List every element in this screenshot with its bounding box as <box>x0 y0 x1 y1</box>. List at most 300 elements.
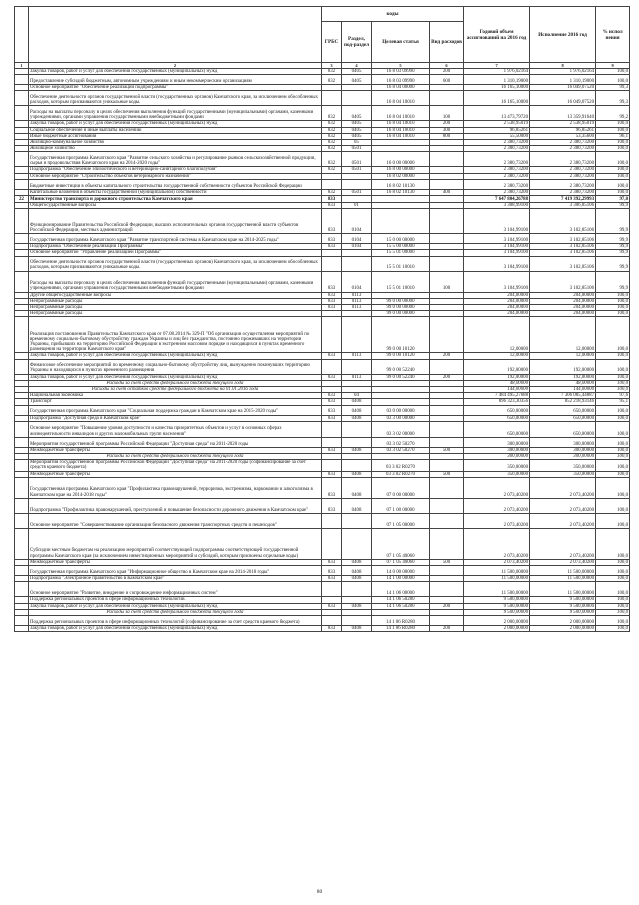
row-percent: 100,0 <box>596 625 630 631</box>
row-grbs-code <box>322 256 342 271</box>
row-execution: 2 380,73200 <box>530 140 596 146</box>
header-percent: % испол нения <box>596 7 630 63</box>
row-name: Основное мероприятие "Обеспечение реализации подпрограммы" <box>29 85 322 91</box>
row-name: Мероприятия государственной программы Российской Федерации "Доступная среда" на 2011-2020 годы <box>29 437 322 447</box>
row-percent: 100,0 <box>596 615 630 625</box>
row-execution: 2 380,73200 <box>530 189 596 195</box>
row-target-article: 16 8 02 00000 <box>372 173 430 179</box>
col-number: 2 <box>29 63 322 69</box>
row-target-article: 16 8 04 10010 <box>372 127 430 133</box>
row-grbs-code: 832 <box>322 75 342 85</box>
row-expense-type <box>430 513 464 528</box>
row-annual-volume: 650,00000 <box>464 405 530 415</box>
row-execution: 9 500,00000 <box>530 597 596 603</box>
row-execution: 650,00000 <box>530 415 596 421</box>
row-percent: 99,9 <box>596 209 630 234</box>
row-annual-volume: 1 310,19000 <box>464 75 530 85</box>
row-name: Мероприятия государственной программы Российской Федерации "Доступная среда" на 2011-2020 годы (софинансирование за счет средств краевого бюджета) <box>29 460 322 471</box>
row-name: Межбюджетные трансферты <box>29 559 322 565</box>
row-number <box>15 106 29 121</box>
header-blank-cell <box>15 7 29 63</box>
row-grbs-code: 833 <box>322 298 342 304</box>
row-percent: 100,0 <box>596 559 630 565</box>
row-number: 22 <box>15 196 29 203</box>
row-annual-volume: 650,00000 <box>464 415 530 421</box>
row-percent: 100,0 <box>596 359 630 374</box>
row-name: Основное мероприятие "Совершенствование организации безопасного движения транспортных средств и пешеходов" <box>29 513 322 528</box>
row-number <box>15 582 29 597</box>
row-annual-volume: 16 165,10000 <box>464 85 530 91</box>
row-number <box>15 460 29 471</box>
row-grbs-code: 833 <box>322 559 342 565</box>
row-section-code: 0113 <box>342 305 372 311</box>
col-number: 3 <box>322 63 342 69</box>
row-number <box>15 75 29 85</box>
row-expense-type <box>430 179 464 189</box>
row-grbs-code: 832 <box>322 127 342 133</box>
row-section-code <box>342 615 372 625</box>
row-target-article: 15 0 00 00000 <box>372 234 430 244</box>
row-name: Подпрограмма "Обеспечение эпизоотического и ветеринарно-санитарного благополучия" <box>29 167 322 173</box>
row-percent: 99,2 <box>596 106 630 121</box>
row-annual-volume: 204,00000 <box>464 298 530 304</box>
row-percent: 100,0 <box>596 498 630 513</box>
row-name: Расходы за счет остатков средств федерального бюджета на 01.01.2016 года <box>29 387 322 393</box>
row-execution: 2 073,40200 <box>530 477 596 498</box>
row-name: Обеспечение деятельности органов государственной власти (государственных органов) Камчатского края, за исключением обособленных расходов, которым присваиваются уникальные коды. <box>29 256 322 271</box>
header-section: Раздел, под-раздел <box>342 22 372 63</box>
row-section-code <box>342 421 372 437</box>
row-section-code: 0501 <box>342 167 372 173</box>
row-grbs-code: 833 <box>322 576 342 582</box>
row-percent: 100,0 <box>596 121 630 127</box>
row-expense-type: 200 <box>430 121 464 127</box>
row-name: Капитальные вложения в объекты государственной (муниципальной) собственности <box>29 189 322 195</box>
row-grbs-code: 832 <box>322 167 342 173</box>
row-execution: 350,00000 <box>530 460 596 471</box>
row-execution: 96,85261 <box>530 127 596 133</box>
row-percent: 96,1 <box>596 133 630 139</box>
row-target-article: 07 1 05 00000 <box>372 513 430 528</box>
table-row <box>15 582 630 597</box>
row-name: Закупка товаров, работ и услуг для обеспечения государственных (муниципальных) нужд <box>29 374 322 380</box>
row-name: Предоставление субсидий бюджетным, автономным учреждениям и иным некоммерческим организациям <box>29 75 322 85</box>
row-section-code: 0408 <box>342 447 372 453</box>
row-section-code: 0405 <box>342 133 372 139</box>
row-expense-type: 200 <box>430 353 464 359</box>
row-name: Бюджетные инвестиции в объекты капитального строительства государственной собственности субъектов Российской Федерации <box>29 179 322 189</box>
row-target-article: 03 3 02 R0270 <box>372 460 430 471</box>
row-section-code: 0104 <box>342 271 372 292</box>
row-number <box>15 405 29 415</box>
row-section-code: 0405 <box>342 75 372 85</box>
row-grbs-code: 833 <box>322 292 342 298</box>
row-grbs-code: 833 <box>322 209 342 234</box>
row-grbs-code <box>322 91 342 106</box>
row-percent: 100,0 <box>596 597 630 603</box>
header-codes-group: коды <box>322 7 464 22</box>
row-grbs-code <box>322 615 342 625</box>
row-name: Общегосударственные вопросы <box>29 203 322 209</box>
row-percent: 100,0 <box>596 566 630 576</box>
row-annual-volume: 2 000,00000 <box>464 615 530 625</box>
table-row <box>15 271 630 292</box>
row-percent: 100,0 <box>596 353 630 359</box>
row-execution: 300,00000 <box>530 437 596 447</box>
row-expense-type <box>430 421 464 437</box>
row-section-code: 0104 <box>342 244 372 250</box>
row-grbs-code: 833 <box>322 498 342 513</box>
row-grbs-code <box>322 359 342 374</box>
row-name: Государственная программа Камчатского края "Развитие транспортной системы в Камчатском крае на 2014-2025 годы" <box>29 234 322 244</box>
row-annual-volume: 13 473,79720 <box>464 106 530 121</box>
row-target-article: 16 8 02 10130 <box>372 189 430 195</box>
row-execution: 16 049,07520 <box>530 85 596 91</box>
row-grbs-code: 833 <box>322 625 342 631</box>
row-execution: 650,00000 <box>530 421 596 437</box>
row-annual-volume: 2 073,40200 <box>464 513 530 528</box>
row-percent: 99,9 <box>596 203 630 209</box>
row-annual-volume: 2 000,00000 <box>464 625 530 631</box>
row-execution: 204,00000 <box>530 298 596 304</box>
row-execution: 1 310,19000 <box>530 75 596 85</box>
row-expense-type <box>430 405 464 415</box>
row-number <box>15 528 29 559</box>
row-name: Подпрограмма "Обеспечение реализации Программы" <box>29 244 322 250</box>
table-row <box>15 75 630 85</box>
row-section-code: 0405 <box>342 106 372 121</box>
row-grbs-code: 832 <box>322 133 342 139</box>
row-grbs-code: 833 <box>322 244 342 250</box>
row-annual-volume: 11 500,00000 <box>464 582 530 597</box>
row-name: Подпрограмма "Электронное правительство в Камчатском крае" <box>29 576 322 582</box>
row-grbs-code: 832 <box>322 106 342 121</box>
row-number <box>15 271 29 292</box>
row-target-article: 14 0 00 00000 <box>372 566 430 576</box>
row-grbs-code: 833 <box>322 393 342 399</box>
row-grbs-code: 833 <box>322 405 342 415</box>
row-percent: 100,0 <box>596 576 630 582</box>
row-number <box>15 625 29 631</box>
row-section-code: 0113 <box>342 292 372 298</box>
row-name: Закупка товаров, работ и услуг для обеспечения государственных (муниципальных) нужд <box>29 603 322 609</box>
row-number <box>15 91 29 106</box>
row-grbs-code: 833 <box>322 603 342 609</box>
row-annual-volume: 2 380,73200 <box>464 140 530 146</box>
row-target-article: 16 8 04 10010 <box>372 106 430 121</box>
col-number: 8 <box>530 63 596 69</box>
row-percent: 100,0 <box>596 471 630 477</box>
row-name: Расходы за счет средств федерального бюджета текущего года <box>29 380 322 386</box>
row-target-article: 16 0 00 00000 <box>372 152 430 167</box>
col-number: 4 <box>342 63 372 69</box>
header-grbs: ГРБС <box>322 22 342 63</box>
row-percent: 100,0 <box>596 317 630 353</box>
row-expense-type <box>430 566 464 576</box>
row-annual-volume: 3 308,99100 <box>464 203 530 209</box>
row-target-article: 14 1 06 R0280 <box>372 615 430 625</box>
row-expense-type: 200 <box>430 69 464 75</box>
budget-table-sheet <box>14 6 629 632</box>
row-expense-type <box>430 477 464 498</box>
row-execution: 204,00000 <box>530 305 596 311</box>
table-row <box>15 209 630 234</box>
table-row <box>15 528 630 559</box>
row-percent: 97,0 <box>596 196 630 203</box>
row-percent: 99,9 <box>596 271 630 292</box>
header-name-cell <box>29 7 322 63</box>
row-expense-type: 500 <box>430 447 464 453</box>
row-section-code: 0104 <box>342 234 372 244</box>
row-number <box>15 234 29 244</box>
row-name: Межбюджетные трансферты <box>29 471 322 477</box>
row-percent: 100,0 <box>596 69 630 75</box>
row-name: Обеспечение деятельности органов государственной власти (государственных органов) Камчатского края, за исключением обособленных расходов, которым присваиваются уникальные коды. <box>29 91 322 106</box>
row-expense-type: 400 <box>430 189 464 195</box>
row-name: Жилищное хозяйство <box>29 146 322 152</box>
row-name: Государственная программа Камчатского края "Профилактика правонарушений, терроризма, экстремизма, наркомании и алкоголизма в Камчатском крае на 2014-2018 годы" <box>29 477 322 498</box>
row-annual-volume: 48,00000 <box>464 380 530 386</box>
row-annual-volume: 896 323,30356 <box>464 399 530 405</box>
row-grbs-code: 833 <box>322 471 342 477</box>
row-name: Закупка товаров, работ и услуг для обеспечения государственных (муниципальных) нужд <box>29 353 322 359</box>
row-section-code: 0408 <box>342 471 372 477</box>
row-percent: 99,9 <box>596 234 630 244</box>
header-annual-volume: Годовой объем ассигнований на 2016 год <box>464 7 530 63</box>
row-annual-volume: 3 104,99100 <box>464 234 530 244</box>
row-section-code: 0408 <box>342 566 372 576</box>
row-name: Субсидии местным бюджетам на реализацию мероприятий соответствующей подпрограммы соответствующей государственной программы Камчатского края (за исключением инвестиционных мероприятий и субсидий, которым присвоены отдельные коды) <box>29 528 322 559</box>
row-annual-volume: 2 538,95019 <box>464 121 530 127</box>
row-name: Основное мероприятие "Развитие, внедрение и сопровождение информационных систем" <box>29 582 322 597</box>
col-number: 7 <box>464 63 530 69</box>
row-section-code: 0405 <box>342 127 372 133</box>
row-annual-volume: 204,00000 <box>464 305 530 311</box>
row-percent: 100,0 <box>596 447 630 453</box>
row-expense-type <box>430 256 464 271</box>
row-annual-volume: 3 104,99100 <box>464 256 530 271</box>
table-row <box>15 421 630 437</box>
row-name: Расходы за счет средств федерального бюджета текущего года <box>29 454 322 460</box>
row-percent: 99,9 <box>596 244 630 250</box>
row-target-article: 07 0 00 00000 <box>372 477 430 498</box>
row-section-code <box>342 317 372 353</box>
row-target-article <box>372 209 430 234</box>
row-annual-volume: 55,50000 <box>464 133 530 139</box>
row-number <box>15 437 29 447</box>
row-execution: 9 500,00000 <box>530 609 596 615</box>
row-section-code: 0408 <box>342 603 372 609</box>
row-number <box>15 498 29 513</box>
row-target-article: 99 0 00 00000 <box>372 305 430 311</box>
row-execution: 192,00000 <box>530 374 596 380</box>
row-name: Транспорт <box>29 399 322 405</box>
row-execution: 3 102,85106 <box>530 256 596 271</box>
row-expense-type: 200 <box>430 603 464 609</box>
row-expense-type: 500 <box>430 471 464 477</box>
row-expense-type <box>430 317 464 353</box>
row-execution: 3 306,85106 <box>530 203 596 209</box>
row-section-code <box>342 460 372 471</box>
row-annual-volume: 2 380,73200 <box>464 179 530 189</box>
row-section-code <box>342 582 372 597</box>
row-section-code <box>342 256 372 271</box>
row-percent: 100,0 <box>596 173 630 179</box>
row-expense-type: 600 <box>430 75 464 85</box>
row-expense-type <box>430 91 464 106</box>
row-grbs-code: 833 <box>322 566 342 576</box>
row-execution: 11 500,00000 <box>530 566 596 576</box>
row-percent: 95,1 <box>596 399 630 405</box>
row-annual-volume: 650,00000 <box>464 421 530 437</box>
row-name: Непрограммные расходы <box>29 305 322 311</box>
row-annual-volume: 350,00000 <box>464 471 530 477</box>
row-percent: 99,9 <box>596 256 630 271</box>
row-target-article: 16 8 00 00000 <box>372 167 430 173</box>
row-annual-volume: 9 500,00000 <box>464 603 530 609</box>
row-name: Другие общегосударственные вопросы <box>29 292 322 298</box>
table-row <box>15 477 630 498</box>
row-annual-volume: 1 976,02164 <box>464 69 530 75</box>
row-section-code <box>342 528 372 559</box>
row-target-article: 15 5 01 10010 <box>372 271 430 292</box>
row-name: Социальное обеспечение и иные выплаты населению <box>29 127 322 133</box>
row-number <box>15 615 29 625</box>
row-section-code: 0405 <box>342 69 372 75</box>
row-number <box>15 152 29 167</box>
row-target-article: 03 3 02 50270 <box>372 437 430 447</box>
row-grbs-code <box>322 317 342 353</box>
row-expense-type <box>430 152 464 167</box>
row-execution: 16 049,07520 <box>530 91 596 106</box>
row-name: Жилищно-коммунальное хозяйство <box>29 140 322 146</box>
row-section-code: 0501 <box>342 146 372 152</box>
row-target-article: 14 1 06 00000 <box>372 582 430 597</box>
row-annual-volume: 2 073,40200 <box>464 498 530 513</box>
row-execution: 53,35600 <box>530 133 596 139</box>
table-row <box>15 234 630 244</box>
col-number: 1 <box>15 63 29 69</box>
row-annual-volume: 204,00000 <box>464 311 530 317</box>
table-row <box>15 179 630 189</box>
row-percent: 100,0 <box>596 179 630 189</box>
row-annual-volume: 9 500,00000 <box>464 597 530 603</box>
row-execution: 9 500,00000 <box>530 603 596 609</box>
row-grbs-code: 833 <box>322 477 342 498</box>
row-grbs-code <box>322 582 342 597</box>
row-annual-volume: 3 104,99100 <box>464 209 530 234</box>
row-section-code: 0408 <box>342 415 372 421</box>
row-annual-volume: 2 380,73200 <box>464 173 530 179</box>
row-grbs-code <box>322 437 342 447</box>
row-number <box>15 209 29 234</box>
row-section-code: 0408 <box>342 477 372 498</box>
table-row <box>15 460 630 471</box>
row-section-code: 0113 <box>342 353 372 359</box>
row-annual-volume: 3 104,99100 <box>464 244 530 250</box>
row-annual-volume: 300,00000 <box>464 454 530 460</box>
row-grbs-code: 832 <box>322 121 342 127</box>
page-number: 80 <box>316 889 323 895</box>
row-execution: 2 073,40200 <box>530 498 596 513</box>
row-target-article: 07 1 05 40060 <box>372 528 430 559</box>
row-grbs-code: 833 <box>322 196 342 203</box>
row-target-article: 16 8 03 09990 <box>372 75 430 85</box>
table-body <box>15 69 630 632</box>
row-name: Закупка товаров, работ и услуг для обеспечения государственных (муниципальных) нужд <box>29 121 322 127</box>
row-expense-type <box>430 615 464 625</box>
row-name: Межбюджетные трансферты <box>29 447 322 453</box>
row-number <box>15 179 29 189</box>
row-expense-type: 800 <box>430 133 464 139</box>
table-row <box>15 625 630 631</box>
row-name: Расходы на выплаты персоналу в целях обеспечения выполнения функций государственными (муниципальными) органами, казенными учреждениями, органами управления государственными внебюджетными фондами <box>29 271 322 292</box>
row-section-code <box>342 179 372 189</box>
row-execution: 2 380,73200 <box>530 146 596 152</box>
table-row <box>15 498 630 513</box>
row-execution: 192,00000 <box>530 359 596 374</box>
row-annual-volume: 2 380,73200 <box>464 167 530 173</box>
row-grbs-code: 832 <box>322 140 342 146</box>
row-number <box>15 256 29 271</box>
row-section-code: 0113 <box>342 298 372 304</box>
row-name: Поддержка региональных проектов в сфере информационных технологий. <box>29 597 322 603</box>
row-target-article <box>372 196 430 203</box>
row-target-article: 15 5 01 00000 <box>372 250 430 256</box>
row-percent: 100,0 <box>596 437 630 447</box>
table-row <box>15 437 630 447</box>
row-name: Расходы на выплаты персоналу в целях обеспечения выполнения функций государственными (муниципальными) органами, казенными учреждениями, органами управления государственными внебюджетными фондами <box>29 106 322 121</box>
col-number: 6 <box>430 63 464 69</box>
row-section-code <box>342 513 372 528</box>
row-annual-volume: 12,00000 <box>464 317 530 353</box>
row-number <box>15 566 29 576</box>
row-annual-volume: 2 380,73200 <box>464 189 530 195</box>
row-annual-volume: 12,00000 <box>464 353 530 359</box>
row-target-article: 16 8 03 09990 <box>372 69 430 75</box>
row-execution: 144,00000 <box>530 387 596 393</box>
header-execution: Исполнение 2016 год <box>530 7 596 63</box>
row-section-code <box>342 437 372 447</box>
row-section-code: 0408 <box>342 399 372 405</box>
table-row <box>15 317 630 353</box>
row-name: Национальная экономика <box>29 393 322 399</box>
row-annual-volume: 204,00000 <box>464 292 530 298</box>
row-grbs-code <box>322 179 342 189</box>
budget-execution-table <box>14 6 630 632</box>
row-percent: 100,0 <box>596 140 630 146</box>
row-target-article: 03 3 02 R0270 <box>372 471 430 477</box>
row-annual-volume: 2 073,40200 <box>464 528 530 559</box>
row-percent: 100,0 <box>596 609 630 615</box>
row-execution: 3 102,85106 <box>530 250 596 256</box>
row-expense-type <box>430 209 464 234</box>
row-section-code: 0408 <box>342 498 372 513</box>
row-annual-volume: 300,00000 <box>464 437 530 447</box>
table-row <box>15 152 630 167</box>
row-grbs-code <box>322 513 342 528</box>
row-execution: 13 359,91640 <box>530 106 596 121</box>
row-target-article: 03 3 00 00000 <box>372 415 430 421</box>
row-annual-volume: 2 380,73200 <box>464 152 530 167</box>
row-annual-volume: 16 165,10000 <box>464 91 530 106</box>
row-name: Поддержка региональных проектов в сфере информационных технологий (софинансирование за счет средств краевого бюджета) <box>29 615 322 625</box>
row-execution: 2 073,40200 <box>530 513 596 528</box>
row-percent: 100,0 <box>596 305 630 311</box>
row-percent: 100,0 <box>596 75 630 85</box>
table-row <box>15 106 630 121</box>
row-section-code: 0408 <box>342 576 372 582</box>
